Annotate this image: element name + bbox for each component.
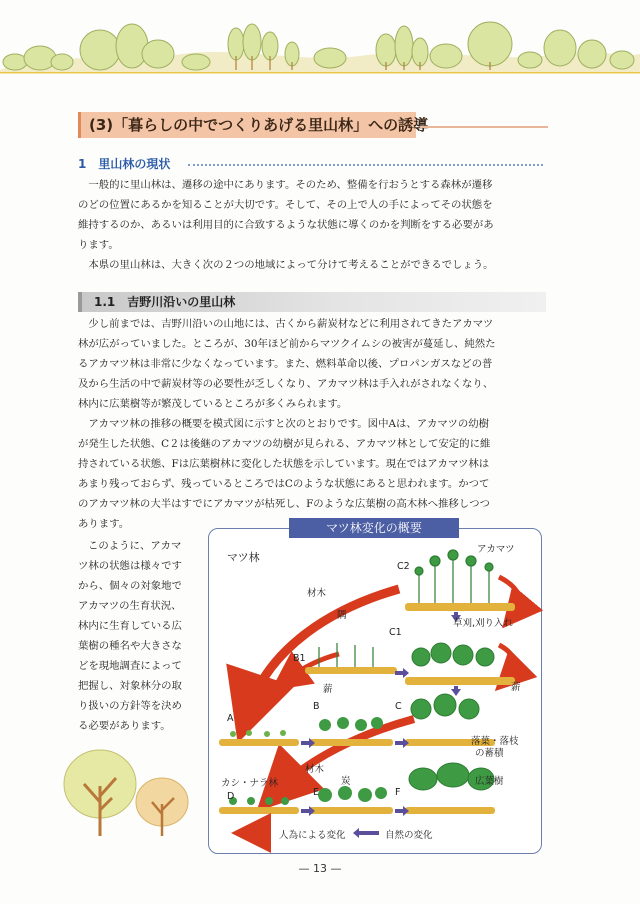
label-b1: B1 <box>293 653 306 664</box>
stand-c1 <box>405 643 515 685</box>
human-change-arrow <box>499 645 514 677</box>
label-c1: C1 <box>389 627 402 638</box>
paragraph-line: 本県の里山林は、大きく次の２つの地域によって分けて考えることができるでしょう。 <box>88 259 494 271</box>
paragraph-line: ります。 <box>78 239 119 251</box>
label-kashi: カシ・ナラ林 <box>221 778 279 789</box>
paragraph-line: アカマツ林の推移の概要を模式図に示すと次のとおりです。図中Aは、アカマツの幼樹 <box>88 418 490 430</box>
paragraph-line: のアカマツ林の大半はすでにアカマツが枯死し、Fのような広葉樹の高木林へ推移しつつ <box>78 498 490 510</box>
label-e: E <box>313 787 320 798</box>
legend-human-label: 人為による変化 <box>279 830 346 841</box>
label-kaku: 隅 <box>337 610 347 621</box>
side-paragraph-line: 把握し、対象林分の取 <box>78 680 182 692</box>
label-rakuyou-1: 落葉・落枝 <box>471 736 519 747</box>
label-zaimoku-2: 材木 <box>305 764 325 775</box>
label-takigi-2: 薪 <box>511 682 521 693</box>
label-kouyouju: 広葉樹 <box>475 776 504 787</box>
diagram-title: マツ林変化の概要 <box>289 518 459 538</box>
label-f: F <box>395 787 401 798</box>
label-b: B <box>313 701 320 712</box>
label-a: A <box>227 713 234 724</box>
paragraph-line: 維持するのか、あるいは利用目的に合致するような状態に導くのかを判断をする必要があ <box>78 219 494 231</box>
diagram-graphics <box>209 529 543 855</box>
legend-natural-label: 自然の変化 <box>385 830 433 841</box>
paragraph-line: るアカマツ林は非常に少なくなっています。また、燃料革命以後、プロパンガスなどの普 <box>78 358 493 370</box>
paragraph-line: 持されている状態、Fは広葉樹林に変化した状態を示しています。現在ではアカマツ林は <box>78 458 490 470</box>
label-matsu: マツ林 <box>227 551 260 564</box>
side-paragraph-line: アカマツの生育状況、 <box>78 600 182 612</box>
paragraph-line: 一般的に里山林は、遷移の途中にあります。そのため、整備を行おうとする森林が遷移 <box>88 179 493 191</box>
paragraph-line: のどの位置にあるかを知ることが大切です。そして、その上で人の手によってその状態を <box>78 199 493 211</box>
side-paragraph-line: り扱いの方針等を決め <box>78 700 182 712</box>
side-paragraph-line: ツ林の状態は様々です <box>78 560 182 572</box>
subsection-heading-dots <box>188 164 543 166</box>
tree-row-banner <box>0 0 640 80</box>
label-c: C <box>395 701 402 712</box>
stand-c2 <box>405 550 515 611</box>
paragraph-line: 林内に広葉樹等が繁茂しているところが多くみられます。 <box>78 398 348 410</box>
paragraph-line: あります。 <box>78 518 130 530</box>
side-paragraph-line: から、個々の対象地で <box>78 580 182 592</box>
natural-change-arrows <box>301 612 461 816</box>
side-paragraph-line: 葉樹の種名や大きさな <box>78 640 182 652</box>
label-sumi: 炭 <box>341 776 351 787</box>
section-title: (3)「暮らしの中でつくりあげる里山林」への誘導 <box>78 112 416 138</box>
label-takigi-1: 薪 <box>323 684 333 695</box>
paragraph-line: 及から生活の中で薪炭材等の必要性が乏しくなり、アカマツ林は手入れがされなくなり、 <box>78 378 494 390</box>
label-rakuyou-2: の蓄積 <box>475 748 504 759</box>
label-d: D <box>227 791 235 802</box>
label-zaimoku-1: 材木 <box>307 588 327 599</box>
side-paragraph-line: このように、アカマ <box>88 540 182 552</box>
stand-a <box>219 730 299 746</box>
label-c2: C2 <box>397 561 410 572</box>
paragraph-2 <box>78 314 548 534</box>
label-akamatsu: アカマツ <box>477 544 515 555</box>
side-paragraph-line: 林内に生育している広 <box>78 620 182 632</box>
subsection-heading-1: 1 里山林の現状 <box>78 157 171 171</box>
stand-b1 <box>305 643 397 674</box>
paragraph-line: 少し前までは、吉野川沿いの山地には、古くから薪炭材などに利用されてきたアカマツ <box>88 318 494 330</box>
subsection-heading-1-1: 1.1 吉野川沿いの里山林 <box>78 292 546 312</box>
paragraph-line: が発生した状態、C２は後継のアカマツの幼樹が見られる、アカマツ林として安定的に維 <box>78 438 491 450</box>
paragraph-1 <box>78 175 548 275</box>
stand-e <box>309 786 393 814</box>
decorative-trees-illustration <box>52 740 202 840</box>
page-number: — 13 — <box>298 862 342 875</box>
side-paragraph-line: る必要があります。 <box>78 720 171 732</box>
pine-forest-change-diagram <box>208 521 542 854</box>
paragraph-line: あまり残っておらず、残っているところではCのような状態にあると思われます。かつて <box>78 478 490 490</box>
side-paragraph-line: どを現地調査によって <box>78 660 182 672</box>
section-title-rule <box>420 126 548 128</box>
stand-f <box>405 763 495 814</box>
paragraph-line: 林が広がっていました。ところが、30年ほど前からマツクイムシの被害が蔓延し、純然た <box>78 338 496 350</box>
label-kusakari: 草刈,刈り入れ <box>453 618 514 629</box>
